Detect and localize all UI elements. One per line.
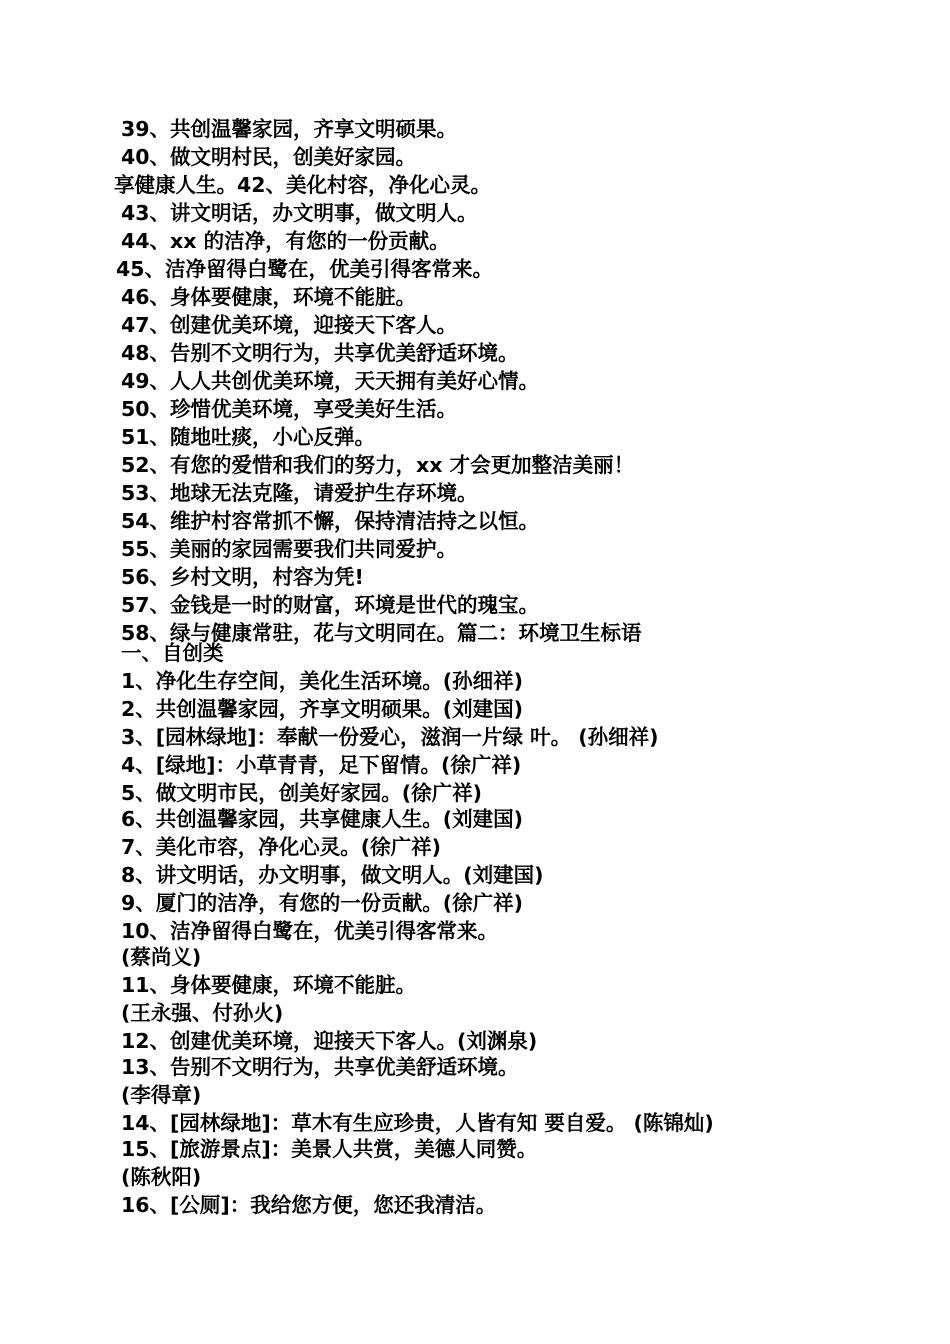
text-line: 39、共创温馨家园，齐享文明硕果。 [121, 117, 458, 141]
text-line: 46、身体要健康，环境不能脏。 [121, 285, 417, 309]
text-line: 52、有您的爱惜和我们的努力，xx 才会更加整洁美丽！ [121, 453, 635, 477]
text-line: 48、告别不文明行为，共享优美舒适环境。 [121, 341, 519, 365]
text-line: 43、讲文明话，办文明事，做文明人。 [121, 201, 478, 225]
text-line: 5、做文明市民，创美好家园。(徐广祥) [121, 781, 483, 805]
text-line: 8、讲文明话，办文明事，做文明人。(刘建国) [121, 863, 544, 887]
text-line: 享健康人生。42、美化村容，净化心灵。 [114, 173, 492, 197]
text-line: 3、[园林绿地]：奉献一份爱心，滋润一片绿 叶。 (孙细祥) [121, 725, 659, 749]
text-line: 12、创建优美环境，迎接天下客人。(刘渊泉) [121, 1029, 538, 1053]
text-line: 50、珍惜优美环境，享受美好生活。 [121, 397, 458, 421]
text-line: (陈秋阳) [121, 1165, 202, 1189]
text-line: 2、共创温馨家园，齐享文明硕果。(刘建国) [121, 697, 524, 721]
text-line: 40、做文明村民，创美好家园。 [121, 145, 417, 169]
text-line: 49、人人共创优美环境，天天拥有美好心情。 [121, 369, 540, 393]
section-heading: 一、自创类 [121, 641, 224, 665]
text-line: 45、洁净留得白鹭在，优美引得客常来。 [116, 257, 494, 281]
text-line: 44、xx 的洁净，有您的一份贡献。 [121, 229, 450, 253]
text-line: 1、净化生存空间，美化生活环境。(孙细祥) [121, 669, 524, 693]
text-line: (蔡尚义) [121, 945, 202, 969]
text-line: 16、[公厕]：我给您方便，您还我清洁。 [121, 1193, 497, 1217]
text-line: (王永强、付孙火) [121, 1001, 284, 1025]
text-line: 57、金钱是一时的财富，环境是世代的瑰宝。 [121, 593, 540, 617]
text-line: 53、地球无法克隆，请爱护生存环境。 [121, 481, 478, 505]
text-line: 51、随地吐痰，小心反弹。 [121, 425, 376, 449]
text-line: 15、[旅游景点]：美景人共赏，美德人同赞。 [121, 1137, 538, 1161]
text-line: 10、洁净留得白鹭在，优美引得客常来。 [121, 919, 499, 943]
text-line: 6、共创温馨家园，共享健康人生。(刘建国) [121, 807, 524, 831]
text-line: 58、绿与健康常驻，花与文明同在。篇二：环境卫生标语 [121, 621, 642, 645]
text-line: (李得章) [121, 1083, 202, 1107]
text-line: 7、美化市容，净化心灵。(徐广祥) [121, 835, 442, 859]
text-line: 54、维护村容常抓不懈，保持清洁持之以恒。 [121, 509, 540, 533]
text-line: 9、厦门的洁净，有您的一份贡献。(徐广祥) [121, 891, 524, 915]
text-line: 14、[园林绿地]：草木有生应珍贵，人皆有知 要自爱。 (陈锦灿) [121, 1111, 714, 1135]
text-line: 56、乡村文明，村容为凭! [121, 565, 364, 589]
text-line: 13、告别不文明行为，共享优美舒适环境。 [121, 1055, 519, 1079]
text-line: 4、[绿地]：小草青青，足下留情。(徐广祥) [121, 753, 522, 777]
text-line: 55、美丽的家园需要我们共同爱护。 [121, 537, 458, 561]
text-line: 47、创建优美环境，迎接天下客人。 [121, 313, 458, 337]
text-line: 11、身体要健康，环境不能脏。 [121, 973, 417, 997]
